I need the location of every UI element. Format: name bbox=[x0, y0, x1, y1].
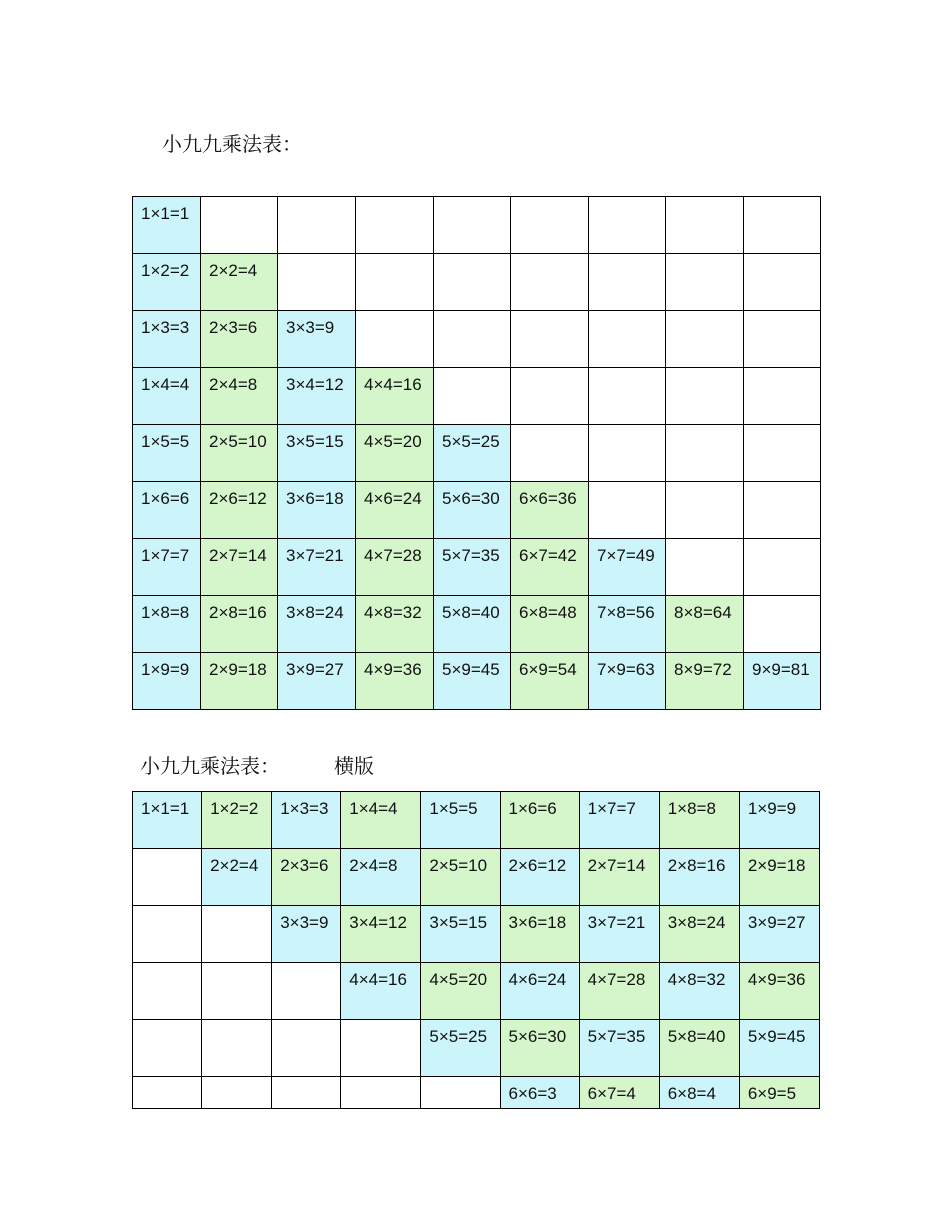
table-cell bbox=[511, 254, 589, 311]
table-cell: 5×8=40 bbox=[659, 1020, 739, 1077]
table-cell bbox=[589, 254, 666, 311]
table-cell: 2×4=8 bbox=[201, 368, 278, 425]
table-cell bbox=[666, 254, 744, 311]
table2-title-main: 小九九乘法表： bbox=[140, 754, 280, 778]
table-row bbox=[133, 311, 821, 368]
table-cell: 4×7=28 bbox=[579, 963, 659, 1020]
table-cell: 5×8=40 bbox=[434, 596, 511, 653]
table-cell: 4×8=32 bbox=[659, 963, 739, 1020]
table-cell bbox=[511, 311, 589, 368]
table-cell: 4×7=28 bbox=[356, 539, 434, 596]
table-cell bbox=[434, 197, 511, 254]
table-row bbox=[133, 1020, 820, 1077]
table-cell: 1×5=5 bbox=[133, 425, 201, 482]
table-cell: 6×9=54 bbox=[511, 653, 589, 710]
table-cell: 2×3=6 bbox=[201, 311, 278, 368]
table-cell bbox=[589, 311, 666, 368]
table-cell: 1×5=5 bbox=[421, 792, 500, 849]
table-cell: 4×4=16 bbox=[341, 963, 421, 1020]
table-row bbox=[133, 254, 821, 311]
table-cell: 3×7=21 bbox=[278, 539, 356, 596]
table-cell: 2×6=12 bbox=[500, 849, 579, 906]
multiplication-table-vertical bbox=[132, 196, 821, 710]
table-row bbox=[133, 425, 821, 482]
table-cell bbox=[666, 539, 744, 596]
table-cell: 1×4=4 bbox=[341, 792, 421, 849]
table-cell bbox=[666, 425, 744, 482]
table-cell: 6×6=36 bbox=[511, 482, 589, 539]
table-cell bbox=[744, 539, 821, 596]
table-cell: 2×4=8 bbox=[341, 849, 421, 906]
table-cell: 6×7=42 bbox=[511, 539, 589, 596]
table-cell: 1×1=1 bbox=[133, 792, 202, 849]
table-cell bbox=[278, 197, 356, 254]
table-cell: 1×8=8 bbox=[659, 792, 739, 849]
table-cell: 2×2=4 bbox=[202, 849, 272, 906]
table-cell: 1×9=9 bbox=[133, 653, 201, 710]
table-cell bbox=[341, 1020, 421, 1077]
table-cell: 4×9=36 bbox=[739, 963, 819, 1020]
table-cell: 1×3=3 bbox=[133, 311, 201, 368]
table-cell bbox=[589, 368, 666, 425]
table-cell: 3×4=12 bbox=[278, 368, 356, 425]
table-cell bbox=[202, 1020, 272, 1077]
table-row bbox=[133, 906, 820, 963]
table-cell bbox=[272, 1077, 341, 1109]
table-row bbox=[133, 539, 821, 596]
table-cell: 6×9=5 bbox=[739, 1077, 819, 1109]
table-cell: 4×5=20 bbox=[421, 963, 500, 1020]
table-cell: 7×8=56 bbox=[589, 596, 666, 653]
table-cell: 8×8=64 bbox=[666, 596, 744, 653]
table-cell: 2×8=16 bbox=[201, 596, 278, 653]
table-cell: 8×9=72 bbox=[666, 653, 744, 710]
table-cell: 2×6=12 bbox=[201, 482, 278, 539]
table-row bbox=[133, 849, 820, 906]
table-row bbox=[133, 653, 821, 710]
table-cell: 3×5=15 bbox=[278, 425, 356, 482]
table-cell: 4×5=20 bbox=[356, 425, 434, 482]
table-cell: 1×4=4 bbox=[133, 368, 201, 425]
table-cell bbox=[666, 311, 744, 368]
table-cell: 9×9=81 bbox=[744, 653, 821, 710]
table-cell: 3×3=9 bbox=[272, 906, 341, 963]
table-cell: 3×8=24 bbox=[659, 906, 739, 963]
table-cell: 5×7=35 bbox=[434, 539, 511, 596]
table-cell bbox=[744, 311, 821, 368]
table-cell bbox=[202, 963, 272, 1020]
table-cell: 2×7=14 bbox=[579, 849, 659, 906]
table-cell: 6×7=4 bbox=[579, 1077, 659, 1109]
table-cell: 2×9=18 bbox=[739, 849, 819, 906]
table-cell bbox=[744, 425, 821, 482]
table-cell bbox=[341, 1077, 421, 1109]
table-row bbox=[133, 596, 821, 653]
table-cell: 1×2=2 bbox=[133, 254, 201, 311]
table-cell: 6×8=4 bbox=[659, 1077, 739, 1109]
table-cell: 4×6=24 bbox=[500, 963, 579, 1020]
table-cell bbox=[744, 254, 821, 311]
table-cell: 3×9=27 bbox=[739, 906, 819, 963]
table-cell bbox=[511, 368, 589, 425]
table-cell: 1×2=2 bbox=[202, 792, 272, 849]
table-cell: 2×5=10 bbox=[201, 425, 278, 482]
table-cell bbox=[511, 425, 589, 482]
table-cell: 5×6=30 bbox=[434, 482, 511, 539]
table-cell bbox=[133, 906, 202, 963]
table-cell bbox=[434, 254, 511, 311]
table-cell bbox=[356, 311, 434, 368]
table-row bbox=[133, 368, 821, 425]
table-cell: 2×3=6 bbox=[272, 849, 341, 906]
table-cell: 1×6=6 bbox=[500, 792, 579, 849]
table-cell bbox=[744, 368, 821, 425]
table-cell bbox=[666, 482, 744, 539]
table-cell: 5×9=45 bbox=[434, 653, 511, 710]
table-cell bbox=[666, 197, 744, 254]
table-cell: 1×6=6 bbox=[133, 482, 201, 539]
table-row bbox=[133, 482, 821, 539]
table-cell: 1×8=8 bbox=[133, 596, 201, 653]
table-cell bbox=[744, 197, 821, 254]
table-cell: 3×5=15 bbox=[421, 906, 500, 963]
table-cell bbox=[666, 368, 744, 425]
table-cell bbox=[589, 425, 666, 482]
table-cell: 3×3=9 bbox=[278, 311, 356, 368]
table-cell: 2×7=14 bbox=[201, 539, 278, 596]
table-cell: 3×6=18 bbox=[278, 482, 356, 539]
table-cell: 1×3=3 bbox=[272, 792, 341, 849]
table-cell: 2×5=10 bbox=[421, 849, 500, 906]
table-cell: 4×8=32 bbox=[356, 596, 434, 653]
table-cell bbox=[511, 197, 589, 254]
table2-title bbox=[140, 750, 374, 779]
table-cell bbox=[434, 368, 511, 425]
table-cell bbox=[421, 1077, 500, 1109]
table1-title: 小九九乘法表： bbox=[162, 132, 302, 156]
table-cell bbox=[202, 1077, 272, 1109]
table-cell bbox=[589, 482, 666, 539]
table-cell: 5×9=45 bbox=[739, 1020, 819, 1077]
table-cell: 4×9=36 bbox=[356, 653, 434, 710]
table-cell: 4×4=16 bbox=[356, 368, 434, 425]
table-cell: 6×6=3 bbox=[500, 1077, 579, 1109]
table-cell: 1×1=1 bbox=[133, 197, 201, 254]
table-cell: 2×9=18 bbox=[201, 653, 278, 710]
table-cell: 3×6=18 bbox=[500, 906, 579, 963]
table-cell: 2×8=16 bbox=[659, 849, 739, 906]
table-cell bbox=[744, 482, 821, 539]
table-cell: 1×9=9 bbox=[739, 792, 819, 849]
table-cell bbox=[744, 596, 821, 653]
table-cell bbox=[133, 1020, 202, 1077]
table-cell bbox=[356, 197, 434, 254]
table-cell bbox=[278, 254, 356, 311]
table-cell: 7×7=49 bbox=[589, 539, 666, 596]
table-cell: 1×7=7 bbox=[579, 792, 659, 849]
table-cell: 4×6=24 bbox=[356, 482, 434, 539]
table-cell: 5×7=35 bbox=[579, 1020, 659, 1077]
table-cell: 1×7=7 bbox=[133, 539, 201, 596]
table-cell bbox=[201, 197, 278, 254]
table-cell bbox=[356, 254, 434, 311]
table-cell: 2×2=4 bbox=[201, 254, 278, 311]
table-cell bbox=[133, 963, 202, 1020]
table-cell bbox=[272, 963, 341, 1020]
table-row bbox=[133, 792, 820, 849]
table-cell: 7×9=63 bbox=[589, 653, 666, 710]
table-cell: 3×8=24 bbox=[278, 596, 356, 653]
table-cell bbox=[133, 1077, 202, 1109]
table-cell: 3×7=21 bbox=[579, 906, 659, 963]
table2-title-suffix: 横版 bbox=[334, 754, 374, 778]
table-row bbox=[133, 197, 821, 254]
table-cell: 5×6=30 bbox=[500, 1020, 579, 1077]
table-cell bbox=[272, 1020, 341, 1077]
table-row bbox=[133, 1077, 820, 1109]
table-cell bbox=[133, 849, 202, 906]
table-row bbox=[133, 963, 820, 1020]
table-cell: 3×9=27 bbox=[278, 653, 356, 710]
table-cell bbox=[202, 906, 272, 963]
table-cell: 5×5=25 bbox=[421, 1020, 500, 1077]
table-cell: 5×5=25 bbox=[434, 425, 511, 482]
table-cell: 3×4=12 bbox=[341, 906, 421, 963]
table-cell bbox=[434, 311, 511, 368]
table-cell: 6×8=48 bbox=[511, 596, 589, 653]
multiplication-table-horizontal bbox=[132, 791, 820, 1109]
table-cell bbox=[589, 197, 666, 254]
